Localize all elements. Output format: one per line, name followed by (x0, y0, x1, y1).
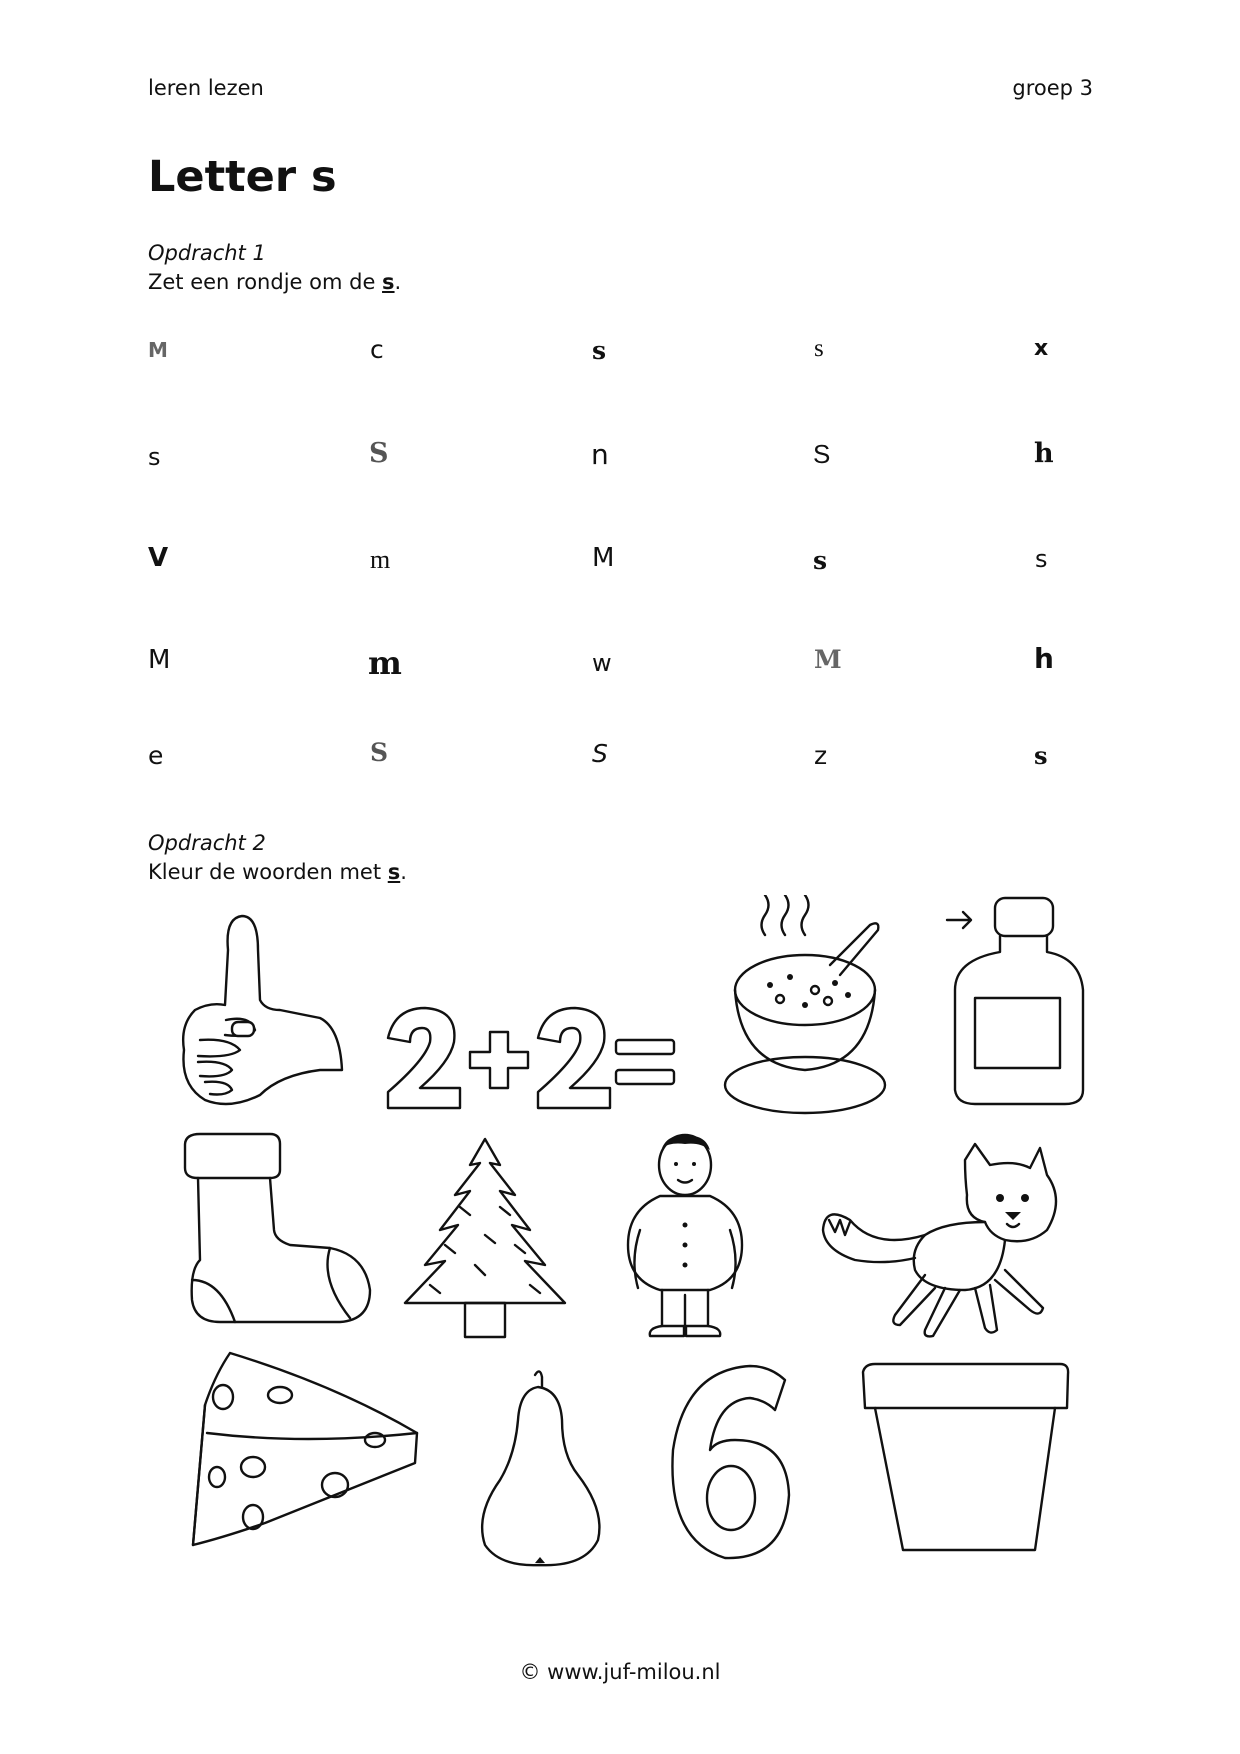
letter-r5-c3[interactable]: S (592, 739, 608, 768)
soup-icon[interactable] (720, 895, 890, 1120)
tree-icon[interactable] (400, 1135, 570, 1340)
letter-r2-c4[interactable]: S (813, 439, 831, 469)
pear-icon[interactable] (470, 1365, 610, 1570)
letter-r4-c2[interactable]: m (368, 644, 403, 682)
letter-r1-c5[interactable]: x (1034, 336, 1049, 361)
pot-icon[interactable] (855, 1360, 1075, 1560)
letter-r5-c2[interactable]: S (370, 738, 389, 767)
letter-r3-c4[interactable]: s (813, 546, 828, 575)
letter-r1-c3[interactable]: s (592, 336, 607, 365)
letter-r4-c4[interactable]: M (814, 645, 842, 674)
letter-r4-c5[interactable]: h (1034, 642, 1054, 675)
task1-instruction (148, 270, 401, 294)
letter-r2-c2[interactable]: S (369, 438, 389, 469)
letter-r4-c1[interactable]: M (148, 645, 171, 675)
letter-r1-c2[interactable]: c (370, 335, 384, 364)
letter-r3-c3[interactable]: M (592, 543, 615, 573)
task1-target-letter: s (382, 270, 395, 294)
letter-r2-c5[interactable]: h (1034, 438, 1054, 469)
header-subject: leren lezen (148, 76, 264, 100)
task2-text: Kleur de woorden met (148, 860, 388, 884)
task1-text: Zet een rondje om de (148, 270, 383, 294)
task2-label: Opdracht 2 (148, 831, 266, 855)
letter-r1-c1[interactable]: M (148, 338, 168, 362)
sum-icon[interactable] (380, 1000, 680, 1120)
footer-copyright: © www.juf-milou.nl (519, 1660, 721, 1684)
header-grade: groep 3 (1012, 76, 1093, 100)
fox-icon[interactable] (815, 1140, 1075, 1340)
sock-icon[interactable] (180, 1130, 380, 1330)
page-title: Letter s (148, 152, 337, 202)
thumb-icon[interactable] (170, 910, 350, 1120)
letter-r5-c4[interactable]: z (814, 741, 828, 770)
letter-r1-c4[interactable]: s (814, 335, 824, 362)
man-icon[interactable] (620, 1130, 750, 1340)
letter-r3-c2[interactable]: m (370, 545, 391, 574)
bottle-icon[interactable] (945, 890, 1090, 1110)
task1-text-end: . (394, 270, 402, 294)
letter-r5-c5[interactable]: s (1034, 741, 1048, 770)
letter-r2-c3[interactable]: n (591, 438, 609, 471)
task2-target-letter: s (387, 860, 401, 884)
task2-text-end: . (400, 860, 407, 884)
cheese-icon[interactable] (185, 1345, 420, 1555)
task1-label: Opdracht 1 (148, 241, 266, 265)
letter-r5-c1[interactable]: e (148, 741, 164, 770)
letter-r3-c5[interactable]: s (1035, 545, 1048, 573)
letter-r4-c3[interactable]: w (592, 649, 612, 677)
six-icon[interactable] (665, 1360, 795, 1565)
letter-r2-c1[interactable]: s (148, 443, 161, 471)
letter-r3-c1[interactable]: V (148, 543, 169, 573)
task2-instruction (148, 860, 407, 884)
